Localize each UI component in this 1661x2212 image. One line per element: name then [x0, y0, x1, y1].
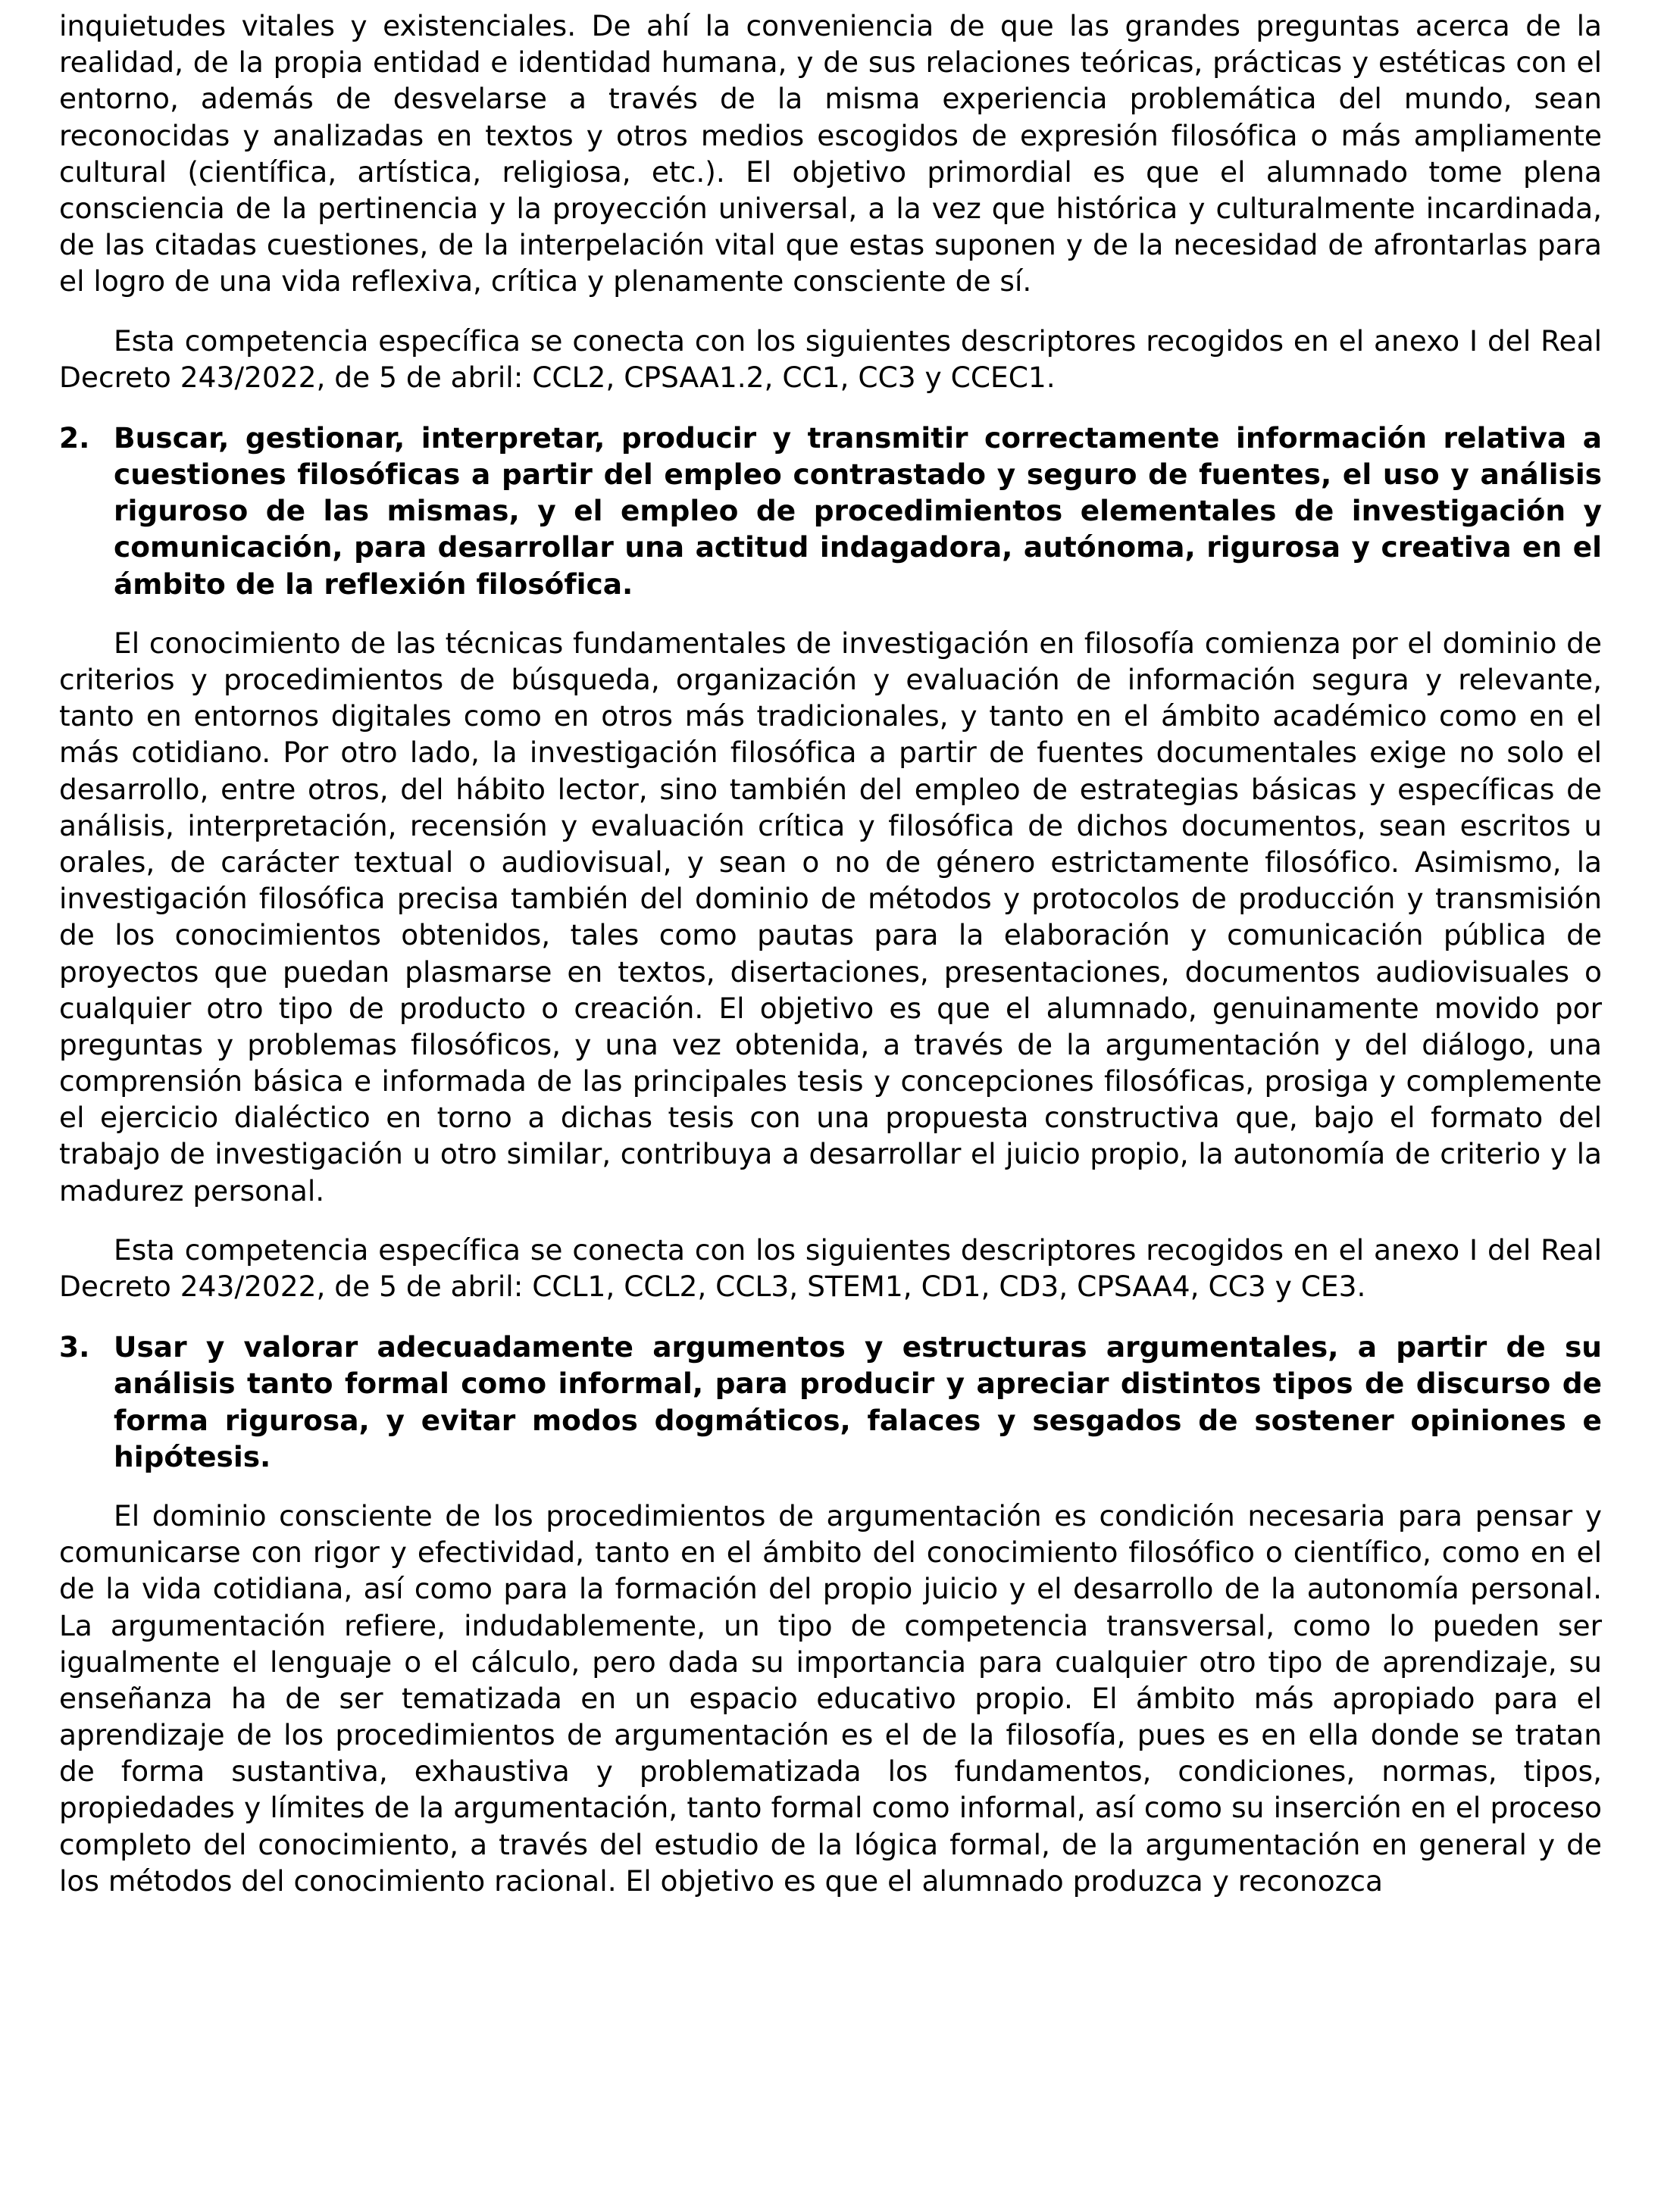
paragraph-descriptores-1: Esta competencia específica se conecta con los siguientes descriptores recogidos en el anexo I del Real Decreto 243/2022, de 5 de abril: CCL2, CPSAA1.2, CC1, CC3 y CCEC1. [59, 323, 1602, 394]
paragraph-descriptores-2: Esta competencia específica se conecta con los siguientes descriptores recogidos en el anexo I del Real Decreto 243/2022, de 5 de abril: CCL1, CCL2, CCL3, STEM1, CD1, CD3, CPSAA4, CC3 y CE3. [59, 1233, 1602, 1303]
paragraph-intro-continued: inquietudes vitales y existenciales. De ahí la conveniencia de que las grandes preguntas acerca de la realidad, de la propia entidad e identidad humana, y de sus relaciones teóricas, prácticas y estéticas con el entorno, además de desvelarse a través de la misma experiencia problemática del mundo, sean reconocidas y analizadas en textos y otros medios escogidos de expresión filosófica o más ampliamente cultural (científica, artística, religiosa, etc.). El objetivo primordial es que el alumnado tome plena consciencia de la pertinencia y la proyección universal, a la vez que histórica y culturalmente incardinada, de las citadas cuestiones, de la interpelación vital que estas suponen y de la necesidad de afrontarlas para el logro de una vida reflexiva, crítica y plenamente consciente de sí. [59, 9, 1602, 298]
numbered-item-3-text: Usar y valorar adecuadamente argumentos y estructuras argumentales, a partir de su análisis tanto formal como informal, para producir y apreciar distintos tipos de discurso de forma rigurosa, y evitar modos dogmáticos, falaces y sesgados de sostener opiniones e hipótesis. [114, 1330, 1602, 1473]
paragraph-desarrollo-3: El dominio consciente de los procedimientos de argumentación es condición necesaria para pensar y comunicarse con rigor y efectividad, tanto en el ámbito del conocimiento filosófico o científico, como en el de la vida cotidiana, así como para la formación del propio juicio y el desarrollo de la autonomía personal. La argumentación refiere, indudablemente, un tipo de competencia transversal, como lo pueden ser igualmente el lenguaje o el cálculo, pero dada su importancia para cualquier otro tipo de aprendizaje, su enseñanza ha de ser tematizada en un espacio educativo propio. El ámbito más apropiado para el aprendizaje de los procedimientos de argumentación es el de la filosofía, pues es en ella donde se tratan de forma sustantiva, exhaustiva y problematizada los fundamentos, condiciones, normas, tipos, propiedades y límites de la argumentación, tanto formal como informal, así como su inserción en el proceso completo del conocimiento, a través del estudio de la lógica formal, de la argumentación en general y de los métodos del conocimiento racional. El objetivo es que el alumnado produzca y reconozca [59, 1498, 1602, 1898]
numbered-item-2-text: Buscar, gestionar, interpretar, producir y transmitir correctamente información relativa a cuestiones filosóficas a partir del empleo contrastado y seguro de fuentes, el uso y análisis riguroso de las mismas, y el empleo de procedimientos elementales de investigación y comunicación, para desarrollar una actitud indagadora, autónoma, rigurosa y creativa en el ámbito de la reflexión filosófica. [114, 420, 1602, 601]
numbered-item-2-number: 2. [59, 420, 90, 455]
numbered-item-3 [59, 1329, 1602, 1475]
numbered-item-2 [59, 420, 1602, 602]
paragraph-desarrollo-2: El conocimiento de las técnicas fundamentales de investigación en filosofía comienza por el dominio de criterios y procedimientos de búsqueda, organización y evaluación de información segura y relevante, tanto en entornos digitales como en otros más tradicionales, y tanto en el ámbito académico como en el más cotidiano. Por otro lado, la investigación filosófica a partir de fuentes documentales exige no solo el desarrollo, entre otros, del hábito lector, sino también del empleo de estrategias básicas y específicas de análisis, interpretación, recensión y evaluación crítica y filosófica de dichos documentos, sean escritos u orales, de carácter textual o audiovisual, y sean o no de género estrictamente filosófico. Asimismo, la investigación filosófica precisa también del dominio de métodos y protocolos de producción y transmisión de los conocimientos obtenidos, tales como pautas para la elaboración y comunicación pública de proyectos que puedan plasmarse en textos, disertaciones, presentaciones, documentos audiovisuales o cualquier otro tipo de producto o creación. El objetivo es que el alumnado, genuinamente movido por preguntas y problemas filosóficos, y una vez obtenida, a través de la argumentación y del diálogo, una comprensión básica e informada de las principales tesis y concepciones filosóficas, prosiga y complemente el ejercicio dialéctico en torno a dichas tesis con una propuesta constructiva que, bajo el formato del trabajo de investigación u otro similar, contribuya a desarrollar el juicio propio, la autonomía de criterio y la madurez personal. [59, 626, 1602, 1208]
numbered-item-3-number: 3. [59, 1330, 90, 1364]
